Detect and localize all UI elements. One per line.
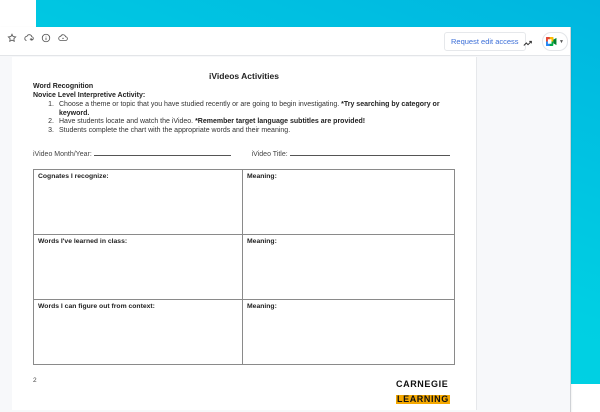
section-heading: Word Recognition	[33, 83, 94, 90]
vocabulary-table	[33, 169, 455, 365]
google-meet-icon	[546, 33, 557, 51]
table-row	[34, 170, 455, 235]
trending-icon[interactable]	[523, 35, 533, 45]
month-year-label: iVideo Month/Year:	[33, 151, 92, 158]
move-to-drive-icon[interactable]	[23, 32, 34, 43]
document-page	[12, 57, 477, 410]
table-cell: Meaning:	[243, 300, 455, 365]
star-icon[interactable]	[6, 32, 17, 43]
list-item: 2. Have students locate and watch the iVideo. *Remember target language subtitles are provided!	[48, 118, 366, 125]
list-item: 3. Students complete the chart with the appropriate words and their meaning.	[48, 126, 291, 134]
info-icon[interactable]	[40, 32, 51, 43]
instructions-list	[33, 101, 468, 135]
month-year-line	[94, 148, 231, 156]
table-cell: Meaning:	[243, 170, 455, 235]
table-cell: Meaning:	[243, 235, 455, 300]
video-title-line	[290, 148, 450, 156]
table-row	[34, 235, 455, 300]
video-info-fields	[33, 148, 450, 158]
video-title-label: iVideo Title:	[251, 151, 288, 158]
list-item: 1. Choose a theme or topic that you have studied recently or are going to begin investigating. *Try searching by category or keyword.	[48, 101, 440, 117]
carnegie-learning-logo: CARNEGIE LEARNING	[396, 379, 449, 404]
table-cell: Words I can figure out from context:	[34, 300, 243, 365]
viewer-toolbar	[0, 27, 570, 56]
google-meet-button[interactable]	[542, 32, 568, 51]
chevron-down-icon: ▼	[559, 38, 564, 45]
page-number: 2	[33, 377, 37, 384]
table-row	[34, 300, 455, 365]
docs-viewer-window	[0, 27, 571, 412]
page-title: iVideos Activities	[209, 71, 279, 81]
cloud-status-icon[interactable]	[57, 32, 68, 43]
table-cell: Words I've learned in class:	[34, 235, 243, 300]
document-viewport[interactable]	[0, 56, 570, 412]
activity-heading: Novice Level Interpretive Activity:	[33, 92, 146, 99]
request-edit-access-button[interactable]: Request edit access	[444, 32, 526, 51]
table-cell: Cognates I recognize:	[34, 170, 243, 235]
